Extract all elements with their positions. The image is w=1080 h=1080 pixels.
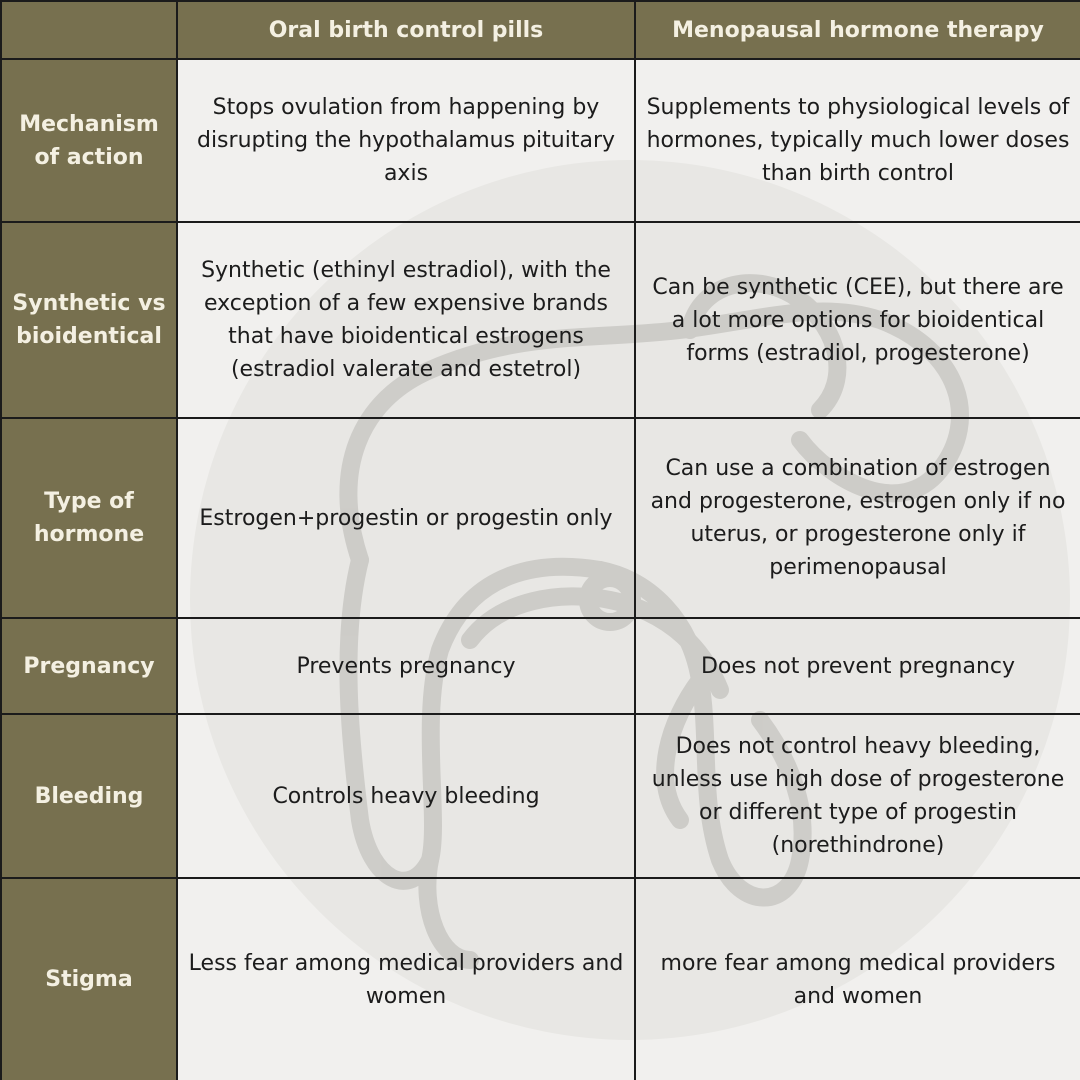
row-label-synthetic: Synthetic vs bioidentical	[1, 222, 177, 418]
cell-pills-mechanism: Stops ovulation from happening by disrupting the hypothalamus pituitary axis	[177, 59, 635, 222]
column-header-pills: Oral birth control pills	[177, 1, 635, 59]
cell-pills-hormone-type: Estrogen+progestin or progestin only	[177, 418, 635, 618]
row-label-hormone-type: Type of hormone	[1, 418, 177, 618]
column-header-mht: Menopausal hormone therapy	[635, 1, 1080, 59]
corner-cell	[1, 1, 177, 59]
table-row	[1, 878, 1080, 1080]
table-row	[1, 618, 1080, 714]
table-row	[1, 59, 1080, 222]
cell-mht-bleeding: Does not control heavy bleeding, unless use high dose of progesterone or different type of progestin (norethindrone)	[635, 714, 1080, 878]
cell-mht-hormone-type: Can use a combination of estrogen and progesterone, estrogen only if no uterus, or progesterone only if perimenopausal	[635, 418, 1080, 618]
cell-mht-mechanism: Supplements to physiological levels of hormones, typically much lower doses than birth control	[635, 59, 1080, 222]
cell-mht-pregnancy: Does not prevent pregnancy	[635, 618, 1080, 714]
table-row	[1, 714, 1080, 878]
header-row	[1, 1, 1080, 59]
cell-mht-synthetic: Can be synthetic (CEE), but there are a lot more options for bioidentical forms (estradiol, progesterone)	[635, 222, 1080, 418]
table-row	[1, 222, 1080, 418]
row-label-pregnancy: Pregnancy	[1, 618, 177, 714]
row-label-bleeding: Bleeding	[1, 714, 177, 878]
cell-pills-bleeding: Controls heavy bleeding	[177, 714, 635, 878]
row-label-stigma: Stigma	[1, 878, 177, 1080]
cell-pills-pregnancy: Prevents pregnancy	[177, 618, 635, 714]
table-row	[1, 418, 1080, 618]
cell-pills-synthetic: Synthetic (ethinyl estradiol), with the exception of a few expensive brands that have bioidentical estrogens (estradiol valerate and estetrol)	[177, 222, 635, 418]
cell-pills-stigma: Less fear among medical providers and women	[177, 878, 635, 1080]
cell-mht-stigma: more fear among medical providers and women	[635, 878, 1080, 1080]
row-label-mechanism: Mechanism of action	[1, 59, 177, 222]
